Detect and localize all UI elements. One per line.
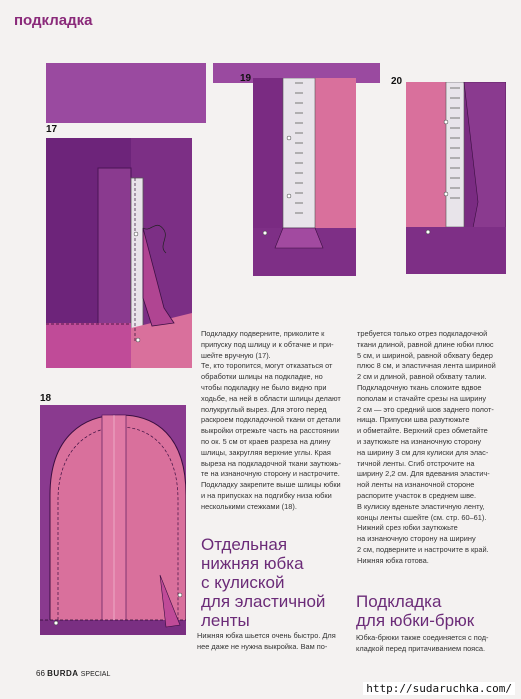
figure-20-svg bbox=[406, 82, 506, 274]
instruction-text-lining: Подкладку подверните, приколите к припуску под шлицу и к обтачке и при- шейте вручную (17). Те, кто торопится, могут отказаться от обработки шлицы на подкладке, но чтобы подкладку не было видно при ходьбе, на ней в области шлицы делают полукруглый вырез. Для этого перед раскроем подкладочной ткани от детали выкройки отрежьте часть на расстоянии по ок. 5 см от краев разреза на длину шлицы, закругляя верхние углы. Края выреза на подкладочной ткани заутюжь- те на изнаночную сторону и настрочите. Подкладку закрепите выше шлицы юбки и на припусках на подгибку низа юбки несколькими стежками (18). bbox=[201, 329, 341, 511]
figure-18-number: 18 bbox=[40, 393, 52, 404]
figure-19-illustration bbox=[253, 78, 356, 276]
page-number: 66 bbox=[36, 669, 45, 678]
instruction-text-underskirt-start: Нижняя юбка шьется очень быстро. Для нее даже не нужна выкройка. Вам по- bbox=[197, 631, 336, 651]
figure-17-svg bbox=[46, 138, 192, 368]
heading-separate-underskirt: Отдельная нижняя юбка с кулиской для эластичной ленты bbox=[201, 535, 326, 630]
brand-name: BURDA bbox=[47, 669, 79, 678]
watermark-url: http://sudaruchka.com/ bbox=[363, 682, 515, 695]
figure-17-illustration bbox=[46, 138, 192, 368]
figure-20-number: 20 bbox=[391, 76, 403, 87]
figure-18-svg bbox=[40, 405, 186, 635]
figure-19-svg bbox=[253, 78, 356, 276]
page-footer bbox=[36, 669, 110, 678]
figure-20-illustration bbox=[406, 82, 506, 274]
section-title: подкладка bbox=[14, 12, 93, 29]
brand-suffix: SPECIAL bbox=[80, 671, 111, 678]
background-band bbox=[46, 63, 206, 123]
instruction-text-culottes: Юбка-брюки также соединяется с под- кладкой перед притачиванием пояса. bbox=[356, 633, 489, 653]
heading-culottes-lining: Подкладка для юбки-брюк bbox=[356, 592, 475, 630]
figure-17-number: 17 bbox=[46, 124, 58, 135]
instruction-text-underskirt: требуется только отрез подкладочной ткани длиной, равной длине юбки плюс 5 см, и шириной, равной обхвату бедер плюс 8 см, и эластичная лента шириной 2 см и длиной, равной обхвату талии. Подкладочную ткань сложите вдвое пополам и стачайте срезы на ширину 2 см — это средний шов заднего полот- нища. Припуски шва разутюжьте и обметайте. Верхний срез обметайте и заутюжьте на изнаночную сторону на ширину 3 см для кулиски для элас- тичной ленты. Сгиб отстрочите на ширину 2,2 см. Для вдевания эластич- ной ленты на изнаночной стороне распорите участок в среднем шве. В кулиску вденьте эластичную ленту, концы ленты сшейте (см. стр. 60–61). Нижний срез юбки заутюжьте на изнаночную сторону на ширину 2 см, подверните и настрочите в край. Нижняя юбка готова. bbox=[357, 329, 496, 565]
figure-19-number: 19 bbox=[240, 73, 252, 84]
figure-18-illustration bbox=[40, 405, 186, 635]
